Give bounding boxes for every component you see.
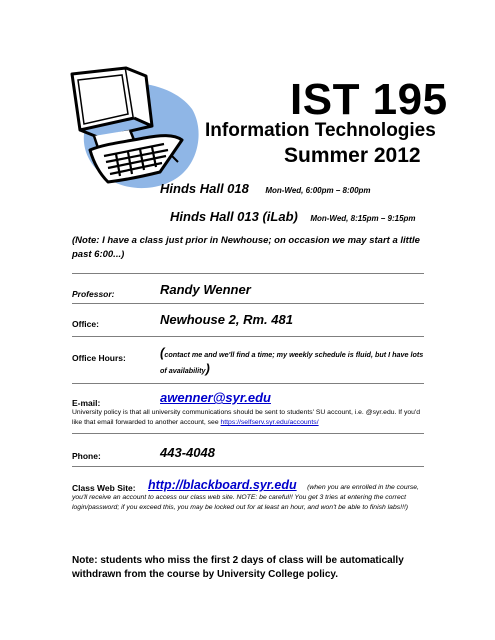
open-paren: ( — [160, 345, 165, 360]
location-row-1 — [160, 180, 371, 198]
website-note-inline: (when you are enrolled in the course, — [307, 484, 419, 491]
accounts-link[interactable]: https://selfserv.syr.edu/accounts/ — [220, 419, 319, 426]
email-label: E-mail: — [72, 398, 101, 408]
phone-label: Phone: — [72, 451, 101, 461]
website-row — [148, 476, 419, 494]
office-value: Newhouse 2, Rm. 481 — [160, 312, 293, 327]
website-label: Class Web Site: — [72, 483, 136, 493]
email-policy-text: University policy is that all university communications should be sent to students' SU account, i.e. @syr.edu. If you'd like that email forwarded to another account, see — [72, 409, 420, 426]
office-hours-label: Office Hours: — [72, 353, 126, 363]
email-policy — [72, 408, 432, 428]
divider — [72, 303, 424, 304]
location-room: Hinds Hall 013 (iLab) — [170, 209, 298, 224]
office-hours-text: contact me and we'll find a time; my weekly schedule is fluid, but I have lots of availability — [160, 350, 424, 375]
course-code: IST 195 — [290, 75, 448, 124]
course-term: Summer 2012 — [284, 144, 421, 167]
location-room: Hinds Hall 018 — [160, 181, 249, 196]
website-link[interactable]: http://blackboard.syr.edu — [148, 478, 297, 492]
divider — [72, 273, 424, 274]
start-time-note: (Note: I have a class just prior in Newhouse; on occasion we may start a little past 6:00...) — [72, 235, 420, 260]
professor-label: Professor: — [72, 289, 115, 299]
divider — [72, 433, 424, 434]
office-label: Office: — [72, 319, 99, 329]
withdrawal-note: Note: students who miss the first 2 days of class will be automatically withdrawn from the course by University College policy. — [72, 555, 404, 580]
course-name: Information Technologies — [205, 120, 436, 141]
divider — [72, 383, 424, 384]
location-schedule: Mon-Wed, 8:15pm – 9:15pm — [310, 214, 416, 223]
website-note: you'll receive an account to access our class web site. NOTE: be careful!! You get 3 tries at entering the correct login/password; if you exceed this, you may be locked out for at least an hour, and won't be able to finish labs!!!) — [72, 494, 409, 511]
phone-value: 443-4048 — [160, 445, 215, 460]
close-paren: ) — [205, 361, 210, 376]
office-hours-value — [160, 346, 428, 378]
divider — [72, 336, 424, 337]
email-link[interactable]: awenner@syr.edu — [160, 390, 271, 405]
location-row-2 — [170, 208, 416, 226]
divider — [72, 466, 424, 467]
professor-value: Randy Wenner — [160, 282, 251, 297]
location-schedule: Mon-Wed, 6:00pm – 8:00pm — [265, 186, 371, 195]
